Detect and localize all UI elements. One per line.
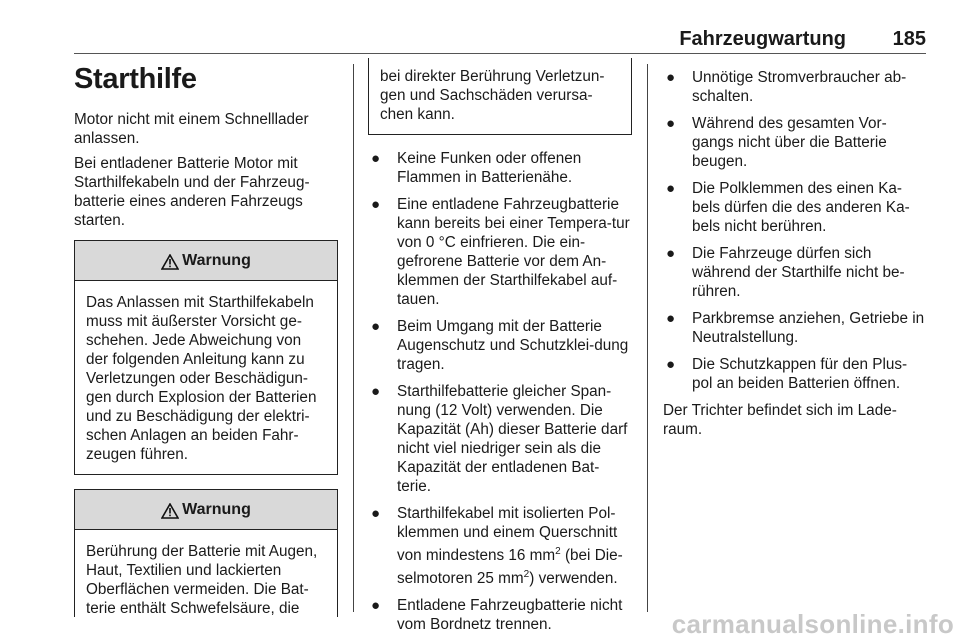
list-item: ● Beim Umgang mit der Batterie Augenschutz und Schutzklei-dung tragen.	[371, 318, 629, 373]
warning-triangle-icon	[161, 503, 179, 519]
column-divider-2	[647, 64, 648, 612]
bullet-list-col2	[368, 149, 632, 634]
bullet-icon: ●	[666, 310, 676, 327]
bullet-icon: ●	[666, 180, 676, 197]
list-item: ● Starthilfekabel mit isolierten Pol-klemmen und einem Querschnitt von mindestens 16 $mm^2$ (bei Die-selmotoren 25 $mm^2$) verwenden.	[371, 505, 623, 588]
warning-header-1	[75, 241, 337, 281]
warning-text-1: Das Anlassen mit Starthilfekabeln muss mit äußerster Vorsicht ge-schehen. Jede Abweichung von der folgenden Anleitung kann zu Verletzungen oder Beschädigun-gen durch Explosion der Batterien und zu Beschädigung der elektri-schen Anlagen an beiden Fahr-zeugen führen.	[86, 294, 317, 463]
list-item: ● Unnötige Stromverbraucher ab-schalten.	[666, 69, 907, 105]
bullet-icon: ●	[666, 356, 676, 373]
warning-box-1	[74, 240, 338, 475]
bullet-icon: ●	[666, 115, 676, 132]
column-2	[368, 62, 632, 642]
bullet-icon: ●	[371, 383, 381, 400]
warning-triangle-icon	[161, 254, 179, 270]
list-item: ● Die Fahrzeuge dürfen sich während der Starthilfe nicht be-rühren.	[666, 245, 905, 300]
list-item: ● Die Polklemmen des einen Ka-bels dürfen die des anderen Ka-bels nicht berühren.	[666, 180, 910, 235]
bullet-icon: ●	[371, 505, 381, 522]
paragraph-2: Bei entladener Batterie Motor mit Starthilfekabeln und der Fahrzeug-batterie eines anderen Fahrzeugs starten.	[74, 155, 310, 229]
paragraph-1: Motor nicht mit einem Schnelllader anlassen.	[74, 111, 309, 147]
list-item: ● Starthilfebatterie gleicher Span-nung (12 Volt) verwenden. Die Kapazität (Ah) dieser Batterie darf nicht viel niedriger sein als die Kapazität der entladenen Bat-terie.	[371, 383, 628, 495]
page-header	[74, 28, 926, 52]
bullet-icon: ●	[371, 597, 381, 615]
list-item: ● Entladene Fahrzeugbatterie nicht vom Bordnetz trennen.	[371, 597, 623, 634]
watermark: carmanualsonline.info	[671, 609, 954, 639]
column-3	[663, 62, 927, 445]
closing-paragraph: Der Trichter befindet sich im Lade-raum.	[663, 402, 897, 438]
list-item: ● Die Schutzkappen für den Plus-pol an beiden Batterien öffnen.	[666, 356, 908, 392]
bullet-icon: ●	[666, 245, 676, 262]
bullet-icon: ●	[371, 318, 381, 335]
page-number: 185	[892, 28, 926, 50]
warning-label-2: Warnung	[182, 500, 251, 518]
warning-header-2	[75, 490, 337, 530]
column-1	[74, 62, 338, 617]
list-item: ● Keine Funken oder offenen Flammen in Batterienähe.	[371, 150, 582, 186]
list-item: ● Eine entladene Fahrzeugbatterie kann bereits bei einer Tempera-tur von 0 °C einfrieren. Die ein-gefrorene Batterie vor dem An-klemmen der Starthilfekabel auf-tauen.	[371, 196, 630, 308]
bullet-icon: ●	[666, 69, 676, 86]
warning-text-2: Berührung der Batterie mit Augen, Haut, Textilien und lackierten Oberflächen vermeiden. Die Bat-terie enthält Schwefelsäure, die	[86, 543, 318, 617]
bullet-icon: ●	[371, 150, 381, 167]
list-item: ● Während des gesamten Vor-gangs nicht über die Batterie beugen.	[666, 115, 887, 170]
header-rule	[74, 53, 926, 54]
bullet-list-col3	[663, 68, 927, 393]
list-item: ● Parkbremse anziehen, Getriebe in Neutralstellung.	[666, 310, 925, 346]
column-divider-1	[353, 64, 354, 612]
section-title: Starthilfe	[74, 63, 197, 95]
header-title: Fahrzeugwartung	[679, 28, 846, 50]
bullet-icon: ●	[371, 196, 381, 213]
warning-continuation: bei direkter Berührung Verletzun-gen und Sachschäden verursa-chen kann.	[368, 58, 632, 135]
warning-label-1: Warnung	[182, 251, 251, 269]
warning-box-2	[74, 489, 338, 617]
